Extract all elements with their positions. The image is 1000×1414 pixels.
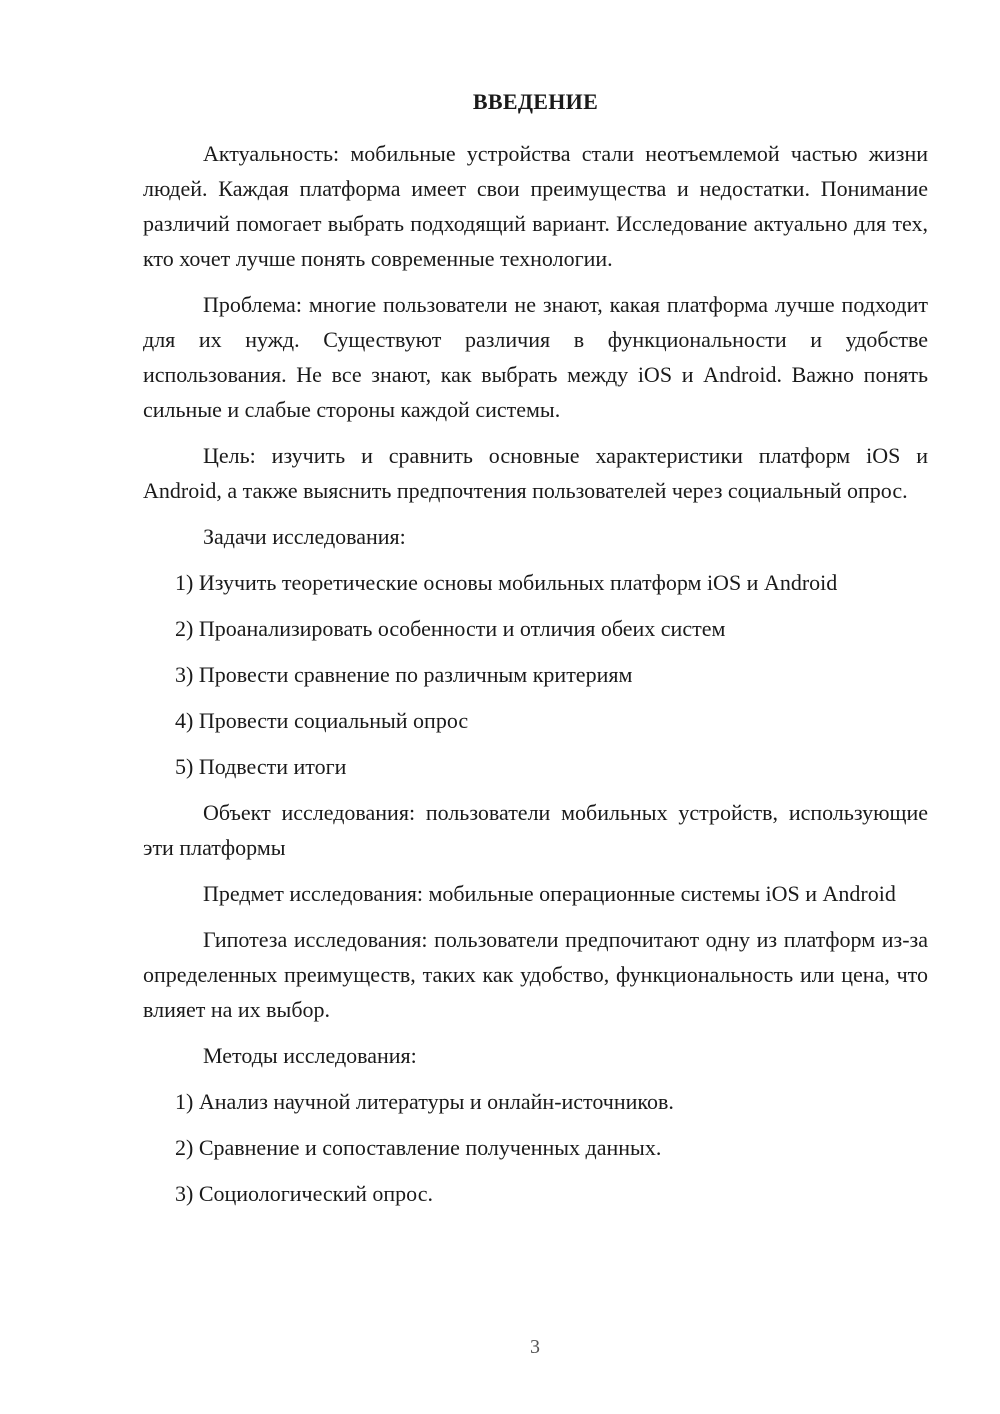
document-page bbox=[143, 90, 928, 1222]
methods-list bbox=[143, 1084, 928, 1211]
list-item: 2) Сравнение и сопоставление полученных данных. bbox=[175, 1135, 662, 1160]
page-number: 3 bbox=[530, 1336, 540, 1358]
goal-paragraph: Цель: изучить и сравнить основные характеристики платформ iOS и Android, а также выяснить предпочтения пользователей через социальный опрос. bbox=[143, 443, 928, 503]
list-item: 4) Провести социальный опрос bbox=[175, 708, 469, 733]
methods-heading: Методы исследования: bbox=[203, 1043, 417, 1068]
tasks-list bbox=[143, 565, 928, 784]
list-item: 1) Анализ научной литературы и онлайн-источников. bbox=[175, 1089, 674, 1114]
problem-paragraph: Проблема: многие пользователи не знают, какая платформа лучше подходит для их нужд. Существуют различия в функциональности и удобстве использования. Не все знают, как выбрать между iOS и Android. Важно понять сильные и слабые стороны каждой системы. bbox=[143, 292, 928, 422]
list-item: 2) Проанализировать особенности и отличия обеих систем bbox=[175, 616, 726, 641]
section-title: ВВЕДЕНИЕ bbox=[472, 89, 599, 114]
hypothesis-paragraph: Гипотеза исследования: пользователи предпочитают одну из платформ из-за определенных преимуществ, таких как удобство, функциональность или цена, что влияет на их выбор. bbox=[143, 927, 928, 1022]
subject-paragraph: Предмет исследования: мобильные операционные системы iOS и Android bbox=[203, 881, 896, 906]
relevance-paragraph: Актуальность: мобильные устройства стали неотъемлемой частью жизни людей. Каждая платформа имеет свои преимущества и недостатки. Понимание различий помогает выбрать подходящий вариант. Исследование актуально для тех, кто хочет лучше понять современные технологии. bbox=[143, 141, 928, 271]
object-paragraph: Объект исследования: пользователи мобильных устройств, использующие эти платформы bbox=[143, 800, 928, 860]
tasks-heading: Задачи исследования: bbox=[203, 524, 406, 549]
list-item: 3) Социологический опрос. bbox=[175, 1181, 433, 1206]
list-item: 5) Подвести итоги bbox=[175, 754, 347, 779]
list-item: 1) Изучить теоретические основы мобильных платформ iOS и Android bbox=[175, 570, 838, 595]
list-item: 3) Провести сравнение по различным критериям bbox=[175, 662, 633, 687]
